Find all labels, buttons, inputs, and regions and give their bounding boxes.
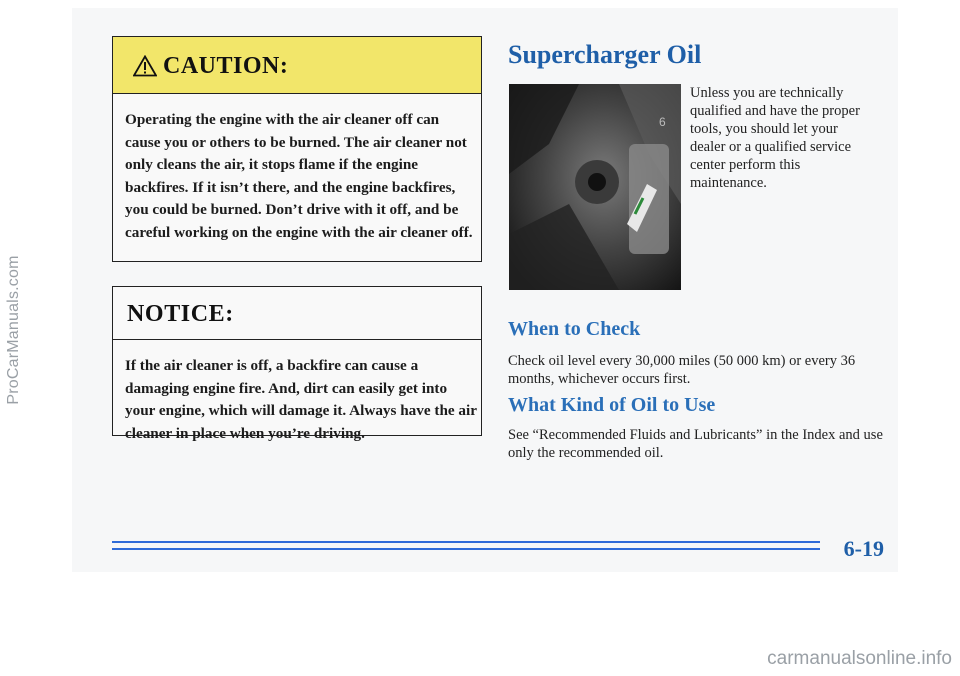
heading-when-to-check: When to Check xyxy=(508,318,641,340)
section-title-supercharger-oil: Supercharger Oil xyxy=(508,40,702,69)
warning-triangle-icon xyxy=(133,55,157,77)
maintenance-advice-text: Unless you are technically qualified and have the proper tools, you should let your dealer or a qualified service center perform this maintenance. xyxy=(690,85,860,191)
notice-box xyxy=(112,286,482,442)
caution-title: CAUTION: xyxy=(163,53,289,79)
side-watermark: ProCarManuals.com xyxy=(5,255,22,405)
engine-photo-illustration xyxy=(509,84,681,290)
footer-rule-upper xyxy=(112,541,820,543)
when-to-check-text: Check oil level every 30,000 miles (50 000 km) or every 36 months, whichever occurs first. xyxy=(508,353,856,387)
bottom-watermark: carmanualsonline.info xyxy=(767,648,952,669)
supercharger-photo xyxy=(509,84,681,290)
notice-text: If the air cleaner is off, a backfire can cause a damaging engine fire. And, dirt can easily get into your engine, which will damage it. Always have the air cleaner in place when you’re driving. xyxy=(125,357,477,442)
notice-title: NOTICE: xyxy=(127,301,234,327)
caution-box xyxy=(112,36,482,262)
notice-header xyxy=(113,287,481,340)
page-number: 6-19 xyxy=(843,536,884,561)
caution-header xyxy=(113,37,481,94)
caution-text: Operating the engine with the air cleaner off can cause you or others to be burned. The air cleaner not only cleans the air, it stops flame if the engine backfires. If it isn’t there, and the engine backfires, you could be burned. Don’t drive with it off, and be careful working on the engine with the air cleaner off. xyxy=(125,111,473,241)
heading-what-kind-of-oil: What Kind of Oil to Use xyxy=(508,394,716,416)
footer-rule-lower xyxy=(112,548,820,550)
what-kind-of-oil-text: See “Recommended Fluids and Lubricants” in the Index and use only the recommended oil. xyxy=(508,427,883,461)
svg-text:6: 6 xyxy=(659,115,666,129)
